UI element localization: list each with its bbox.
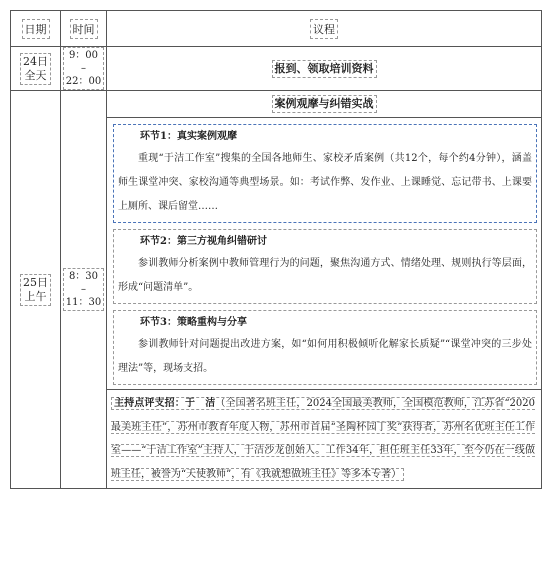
day1-agenda: 报到、领取培训资料 <box>107 47 542 91</box>
header-agenda: 议程 <box>107 11 542 47</box>
day2-time: 8：30 – 11：30 <box>61 91 107 489</box>
header-time: 时间 <box>61 11 107 47</box>
session-title: 案例观摩与纠错实战 <box>107 91 542 118</box>
sections-cell <box>107 118 542 390</box>
host-label: 主持点评支招：于 洁 <box>114 398 216 409</box>
section-1: 环节1：真实案例观摩 重现“于洁工作室”搜集的全国各地师生、家校矛盾案例（共12个，每个约4分钟），涵盖师生课堂冲突、家校沟通等典型场景。如：考试作弊、发作业、上课睡觉、忘记带书、上课要上厕所、课后留堂…… <box>113 124 537 223</box>
day2-date: 25日 上午 <box>11 91 61 489</box>
section-2: 环节2：第三方视角纠错研讨 参训教师分析案例中教师管理行为的问题，聚焦沟通方式、情绪处理、规则执行等层面，形成“问题清单”。 <box>113 229 537 304</box>
day1-time: 9：00 – 22：00 <box>61 47 107 91</box>
day1-date: 24日 全天 <box>11 47 61 91</box>
host-text: （全国著名班主任，2024全国最美教师，全国模范教师，江苏省“2020最美班主任”，苏州市教育年度人物，苏州市首届“圣陶杯园丁奖”获得者，苏州名优班主任工作室——“于洁工作室”主持人，于洁沙龙创始人。工作34年，担任班主任33年，至今仍在一线做班主任，被誉为“天使教师”，有《我就想做班主任》等多本专著） <box>111 398 536 480</box>
host-cell <box>107 390 542 489</box>
agenda-table <box>10 10 542 489</box>
header-date: 日期 <box>11 11 61 47</box>
day1-row <box>11 47 542 91</box>
header-row <box>11 11 542 47</box>
day2-title-row <box>11 91 542 118</box>
section-3: 环节3：策略重构与分享 参训教师针对问题提出改进方案，如“如何用积极倾听化解家长质疑”“课堂冲突的三步处理法”等，现场支招。 <box>113 310 537 385</box>
